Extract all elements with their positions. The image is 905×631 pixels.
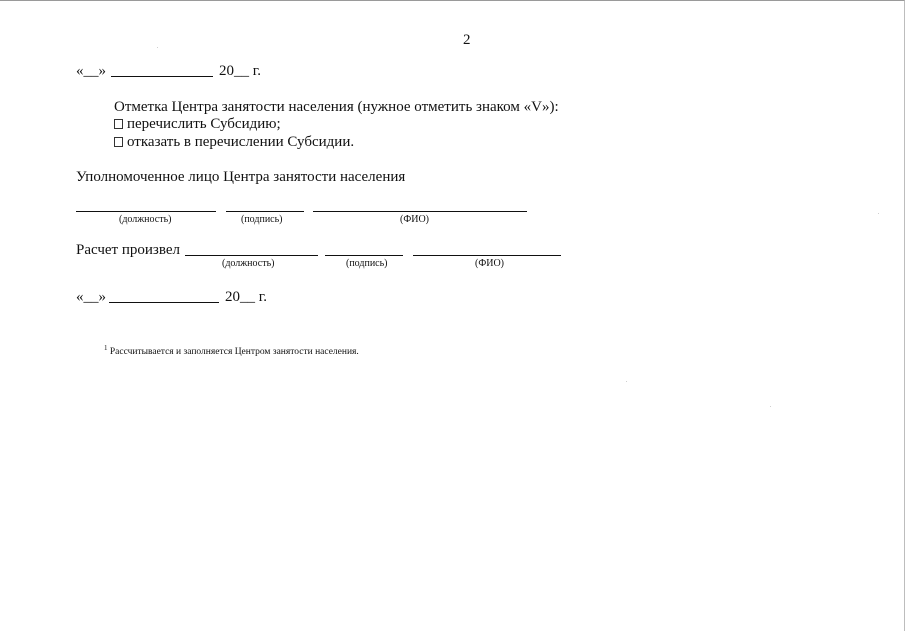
calculation-signature-caption: (подпись) [346, 258, 388, 269]
footnote-text: Рассчитывается и заполняется Центром занятости населения. [109, 347, 359, 357]
date-day-1: «__» [76, 63, 106, 79]
scan-speck [157, 47, 158, 48]
authorized-position-caption: (должность) [119, 214, 172, 225]
calculation-label: Расчет произвел [76, 242, 180, 258]
checkbox-icon [114, 119, 123, 129]
footnote-marker: 1 [104, 344, 108, 352]
date-month-line-2 [109, 302, 219, 303]
option-transfer-label: перечислить Субсидию; [127, 116, 281, 132]
option-transfer [114, 115, 281, 133]
option-refuse-label: отказать в перечислении Субсидии. [127, 134, 355, 150]
authorized-person-label: Уполномоченное лицо Центра занятости населения [76, 169, 406, 185]
option-refuse [114, 133, 354, 151]
authorized-name-caption: (ФИО) [400, 214, 430, 225]
authorized-signature-caption: (подпись) [241, 214, 283, 225]
page-number: 2 [463, 32, 471, 48]
authorized-name-line [313, 211, 527, 212]
mark-section-heading: Отметка Центра занятости населения (нужное отметить знаком «V»): [114, 99, 559, 115]
date-year-2: 20__ г. [225, 289, 267, 305]
date-month-line-1 [111, 76, 213, 77]
calculation-name-line [413, 255, 561, 256]
calculation-signature-line [325, 255, 403, 256]
date-day-2: «__» [76, 289, 106, 305]
scan-speck [626, 381, 627, 382]
scan-speck [878, 213, 879, 214]
authorized-signature-line [226, 211, 304, 212]
calculation-position-line [185, 255, 318, 256]
checkbox-icon [114, 137, 123, 147]
calculation-position-caption: (должность) [222, 258, 275, 269]
calculation-name-caption: (ФИО) [475, 258, 505, 269]
footnote [104, 342, 359, 358]
authorized-position-line [76, 211, 216, 212]
date-year-1: 20__ г. [219, 63, 261, 79]
scan-speck [770, 406, 771, 407]
